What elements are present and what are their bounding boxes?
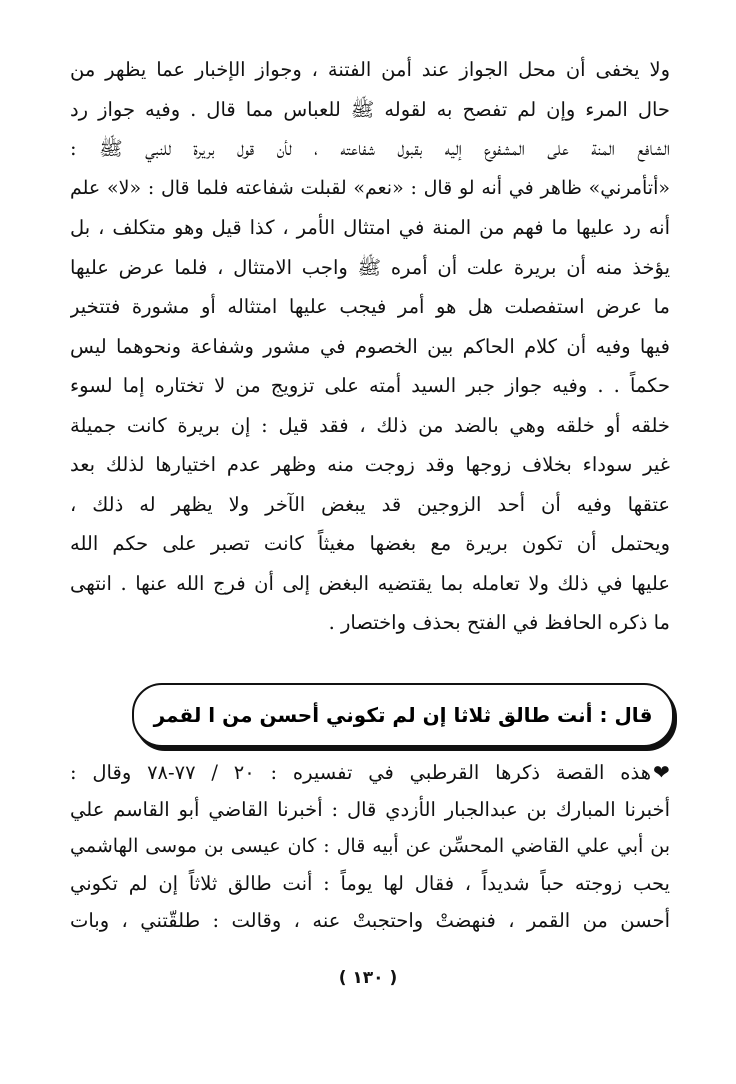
text-line: ما عرض استفصلت هل هو أمر فيجب عليها امتثاله أو مشورة فتتخير — [70, 295, 670, 318]
text-line: بن أبي علي القاضي المحسِّن عن أبيه قال : كان عيسى بن موسى الهاشمي — [70, 835, 670, 857]
paragraph-commentary — [70, 50, 670, 643]
text-line: «أتأمرني» ظاهر في أنه لو قال : «نعم» لقبلت شفاعته فلما قال : «لا» علم — [70, 176, 670, 199]
text-line: عتقها وفيه أن أحد الزوجين قد يبغض الآخر ولا يظهر له ذلك ، — [70, 492, 670, 516]
text-line: أنه رد عليها ما فهم من المنة في امتثال الأمر ، كذا قيل وهو متكلف ، بل — [70, 216, 670, 239]
text-line: حال المرء وإن لم تفصح به لقوله ﷺ للعباس مما قال . وفيه جواز رد — [70, 97, 670, 121]
page-number: ( ١٣٠ ) — [338, 968, 398, 988]
text-line: ولا يخفى أن محل الجواز عند أمن الفتنة ، وجواز الإخبار عما يظهر من — [70, 58, 670, 81]
text-line: فيها وفيه أن كلام الحاكم بين الخصوم في مشور وشفاعة ونحوهما ليس — [70, 334, 670, 358]
text-line: خلقه أو خلقه وهي بالضد من ذلك ، فقد قيل : إن بريرة كانت جميلة — [70, 413, 670, 437]
text-line: عليها في ذلك ولا تعامله بما يقتضيه البغض إلى أن فرج الله عنها . انتهى — [70, 571, 670, 595]
text-line: حكماً . . وفيه جواز جبر السيد أمته على تزويج من لا تختاره إما لسوء — [70, 374, 670, 397]
text-line-content: هذه القصة ذكرها القرطبي في تفسيره : ٢٠ / ٧٧-٧٨ وقال : — [70, 761, 652, 784]
text-line: أخبرنا المبارك بن عبدالجبار الأزدي قال : أخبرنا القاضي أبو القاسم علي — [70, 798, 670, 821]
text-line: الشافع المنة على المشفوع إليه بقبول شفاعته ، لأن قول بريرة للنبي ﷺ : — [70, 137, 670, 160]
text-line: يحب زوجته حباً شديداً ، فقال لها يوماً : أنت طالق ثلاثاً إن لم تكوني — [70, 872, 670, 895]
text-line: ما ذكره الحافظ في الفتح بحذف واختصار . — [328, 611, 670, 634]
section-heading-box — [132, 683, 674, 747]
text-line: يؤخذ منه أن بريرة علت أن أمره ﷺ واجب الامتثال ، فلما عرض عليها — [70, 255, 670, 279]
text-line: أحسن من القمر ، فنهضتْ واحتجبتْ عنه ، وقالت : طلقّتني ، وبات — [70, 909, 670, 932]
heart-icon: ❤ — [653, 760, 670, 784]
text-line: ويحتمل أن تكون بريرة مع بغضها مغيثاً كانت تصبر على حكم الله — [70, 532, 670, 555]
text-line — [70, 754, 670, 791]
section-heading: قال : أنت طالق ثلاثا إن لم تكوني أحسن من ا لقمر — [153, 703, 653, 727]
text-line: غير سوداء بخلاف زوجها وقد زوجت منه وظهر عدم اختيارها لذلك بعد — [70, 453, 670, 476]
paragraph-story — [70, 754, 670, 939]
